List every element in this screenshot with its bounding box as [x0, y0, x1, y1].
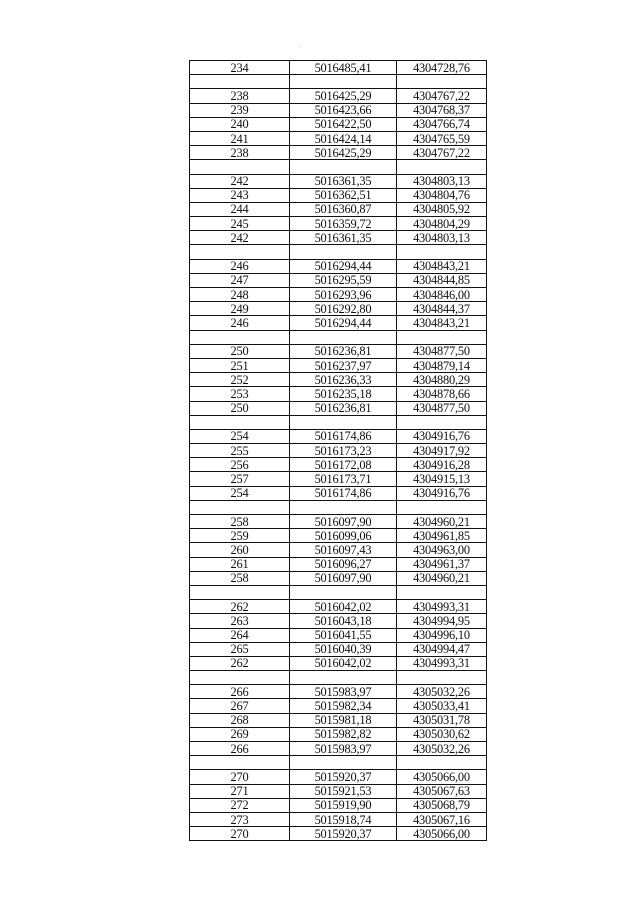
y-coordinate-cell [397, 245, 487, 259]
table-row [190, 798, 487, 812]
x-coordinate-cell: 5015982,34 [290, 699, 397, 713]
y-coordinate-cell: 4304846,00 [397, 288, 487, 302]
table-row [190, 614, 487, 628]
y-coordinate-cell [397, 330, 487, 344]
y-coordinate-cell: 4304877,50 [397, 401, 487, 415]
x-coordinate-cell: 5016362,51 [290, 188, 397, 202]
y-coordinate-cell: 4304804,29 [397, 217, 487, 231]
y-coordinate-cell: 4304916,76 [397, 486, 487, 500]
y-coordinate-cell [397, 75, 487, 89]
x-coordinate-cell: 5016424,14 [290, 131, 397, 145]
y-coordinate-cell: 4305033,41 [397, 699, 487, 713]
separator-row [190, 415, 487, 429]
y-coordinate-cell [397, 160, 487, 174]
table-row [190, 61, 487, 75]
y-coordinate-cell: 4304878,66 [397, 387, 487, 401]
x-coordinate-cell [290, 415, 397, 429]
table-row [190, 302, 487, 316]
separator-row [190, 160, 487, 174]
x-coordinate-cell: 5016423,66 [290, 103, 397, 117]
table-row [190, 742, 487, 756]
y-coordinate-cell: 4304996,10 [397, 628, 487, 642]
point-number-cell: 254 [190, 429, 290, 443]
x-coordinate-cell: 5016361,35 [290, 174, 397, 188]
table-row [190, 103, 487, 117]
x-coordinate-cell [290, 671, 397, 685]
point-number-cell: 266 [190, 742, 290, 756]
point-number-cell [190, 330, 290, 344]
y-coordinate-cell: 4304844,37 [397, 302, 487, 316]
point-number-cell: 256 [190, 458, 290, 472]
table-row [190, 685, 487, 699]
y-coordinate-cell: 4305031,78 [397, 713, 487, 727]
y-coordinate-cell: 4304993,31 [397, 656, 487, 670]
table-row [190, 217, 487, 231]
x-coordinate-cell: 5016235,18 [290, 387, 397, 401]
x-coordinate-cell: 5016295,59 [290, 273, 397, 287]
point-number-cell: 264 [190, 628, 290, 642]
x-coordinate-cell: 5016042,02 [290, 600, 397, 614]
x-coordinate-cell: 5015981,18 [290, 713, 397, 727]
y-coordinate-cell: 4304843,21 [397, 259, 487, 273]
separator-row [190, 671, 487, 685]
x-coordinate-cell: 5016041,55 [290, 628, 397, 642]
x-coordinate-cell [290, 585, 397, 599]
x-coordinate-cell: 5016425,29 [290, 146, 397, 160]
table-row [190, 344, 487, 358]
y-coordinate-cell: 4305067,63 [397, 784, 487, 798]
x-coordinate-cell: 5016293,96 [290, 288, 397, 302]
y-coordinate-cell: 4305066,00 [397, 827, 487, 841]
y-coordinate-cell: 4304803,13 [397, 231, 487, 245]
y-coordinate-cell [397, 415, 487, 429]
table-row [190, 812, 487, 826]
table-row [190, 231, 487, 245]
point-number-cell: 270 [190, 827, 290, 841]
point-number-cell: 245 [190, 217, 290, 231]
point-number-cell: 238 [190, 146, 290, 160]
y-coordinate-cell: 4304767,22 [397, 146, 487, 160]
y-coordinate-cell: 4304916,76 [397, 429, 487, 443]
point-number-cell: 253 [190, 387, 290, 401]
x-coordinate-cell: 5015921,53 [290, 784, 397, 798]
y-coordinate-cell: 4304765,59 [397, 131, 487, 145]
separator-row [190, 500, 487, 514]
table-row [190, 259, 487, 273]
x-coordinate-cell: 5016236,33 [290, 373, 397, 387]
point-number-cell [190, 160, 290, 174]
point-number-cell [190, 500, 290, 514]
table-row [190, 146, 487, 160]
x-coordinate-cell [290, 500, 397, 514]
y-coordinate-cell: 4305066,00 [397, 770, 487, 784]
table-row [190, 557, 487, 571]
table-row [190, 429, 487, 443]
x-coordinate-cell: 5016042,02 [290, 656, 397, 670]
point-number-cell: 263 [190, 614, 290, 628]
y-coordinate-cell: 4304880,29 [397, 373, 487, 387]
y-coordinate-cell: 4304960,21 [397, 515, 487, 529]
point-number-cell: 258 [190, 571, 290, 585]
point-number-cell: 252 [190, 373, 290, 387]
point-number-cell: 254 [190, 486, 290, 500]
y-coordinate-cell: 4304804,76 [397, 188, 487, 202]
y-coordinate-cell: 4304768,37 [397, 103, 487, 117]
point-number-cell: 234 [190, 61, 290, 75]
separator-row [190, 75, 487, 89]
y-coordinate-cell: 4304728,76 [397, 61, 487, 75]
x-coordinate-cell: 5015982,82 [290, 727, 397, 741]
x-coordinate-cell: 5015919,90 [290, 798, 397, 812]
x-coordinate-cell: 5016099,06 [290, 529, 397, 543]
y-coordinate-cell: 4305030,62 [397, 727, 487, 741]
table-row [190, 174, 487, 188]
table-row [190, 401, 487, 415]
y-coordinate-cell: 4304960,21 [397, 571, 487, 585]
table-row [190, 117, 487, 131]
table-row [190, 571, 487, 585]
point-number-cell: 241 [190, 131, 290, 145]
table-row [190, 458, 487, 472]
point-number-cell [190, 756, 290, 770]
point-number-cell: 258 [190, 515, 290, 529]
x-coordinate-cell: 5016043,18 [290, 614, 397, 628]
y-coordinate-cell [397, 671, 487, 685]
x-coordinate-cell: 5016174,86 [290, 429, 397, 443]
point-number-cell: 269 [190, 727, 290, 741]
y-coordinate-cell: 4304844,85 [397, 273, 487, 287]
separator-row [190, 330, 487, 344]
table-row [190, 642, 487, 656]
point-number-cell [190, 75, 290, 89]
x-coordinate-cell [290, 245, 397, 259]
point-number-cell: 247 [190, 273, 290, 287]
x-coordinate-cell: 5016361,35 [290, 231, 397, 245]
table-row [190, 316, 487, 330]
x-coordinate-cell: 5016097,90 [290, 571, 397, 585]
table-row [190, 273, 487, 287]
point-number-cell: 250 [190, 344, 290, 358]
table-row [190, 472, 487, 486]
y-coordinate-cell: 4304994,47 [397, 642, 487, 656]
x-coordinate-cell: 5015983,97 [290, 742, 397, 756]
point-number-cell: 248 [190, 288, 290, 302]
x-coordinate-cell [290, 75, 397, 89]
x-coordinate-cell: 5015918,74 [290, 812, 397, 826]
table-body [190, 61, 487, 841]
point-number-cell: 255 [190, 444, 290, 458]
x-coordinate-cell: 5016097,43 [290, 543, 397, 557]
point-number-cell: 242 [190, 174, 290, 188]
point-number-cell: 262 [190, 656, 290, 670]
y-coordinate-cell: 4304994,95 [397, 614, 487, 628]
y-coordinate-cell: 4304879,14 [397, 358, 487, 372]
point-number-cell: 250 [190, 401, 290, 415]
y-coordinate-cell: 4304993,31 [397, 600, 487, 614]
x-coordinate-cell: 5016096,27 [290, 557, 397, 571]
table-row [190, 770, 487, 784]
x-coordinate-cell: 5016040,39 [290, 642, 397, 656]
x-coordinate-cell: 5016294,44 [290, 259, 397, 273]
table-row [190, 713, 487, 727]
table-row [190, 202, 487, 216]
table-row [190, 288, 487, 302]
point-number-cell: 262 [190, 600, 290, 614]
point-number-cell: 246 [190, 259, 290, 273]
point-number-cell [190, 585, 290, 599]
point-number-cell [190, 671, 290, 685]
point-number-cell: 267 [190, 699, 290, 713]
separator-row [190, 756, 487, 770]
y-coordinate-cell [397, 585, 487, 599]
point-number-cell: 259 [190, 529, 290, 543]
x-coordinate-cell: 5016237,97 [290, 358, 397, 372]
y-coordinate-cell: 4305067,16 [397, 812, 487, 826]
y-coordinate-cell: 4305068,79 [397, 798, 487, 812]
x-coordinate-cell: 5016172,08 [290, 458, 397, 472]
point-number-cell: 266 [190, 685, 290, 699]
point-number-cell: 251 [190, 358, 290, 372]
scan-speck [300, 46, 301, 47]
point-number-cell: 265 [190, 642, 290, 656]
y-coordinate-cell: 4304917,92 [397, 444, 487, 458]
point-number-cell: 249 [190, 302, 290, 316]
y-coordinate-cell [397, 756, 487, 770]
y-coordinate-cell: 4304767,22 [397, 89, 487, 103]
table-row [190, 89, 487, 103]
table-row [190, 358, 487, 372]
table-row [190, 529, 487, 543]
x-coordinate-cell: 5016359,72 [290, 217, 397, 231]
x-coordinate-cell: 5016292,80 [290, 302, 397, 316]
x-coordinate-cell: 5016294,44 [290, 316, 397, 330]
table-row [190, 600, 487, 614]
table-row [190, 486, 487, 500]
y-coordinate-cell: 4305032,26 [397, 742, 487, 756]
point-number-cell: 257 [190, 472, 290, 486]
separator-row [190, 585, 487, 599]
y-coordinate-cell: 4304805,92 [397, 202, 487, 216]
table-row [190, 827, 487, 841]
x-coordinate-cell [290, 160, 397, 174]
x-coordinate-cell: 5015920,37 [290, 827, 397, 841]
table-row [190, 543, 487, 557]
point-number-cell: 273 [190, 812, 290, 826]
point-number-cell: 242 [190, 231, 290, 245]
x-coordinate-cell [290, 330, 397, 344]
point-number-cell: 261 [190, 557, 290, 571]
point-number-cell: 239 [190, 103, 290, 117]
point-number-cell: 243 [190, 188, 290, 202]
y-coordinate-cell: 4304963,00 [397, 543, 487, 557]
point-number-cell [190, 415, 290, 429]
y-coordinate-cell: 4304843,21 [397, 316, 487, 330]
x-coordinate-cell: 5016236,81 [290, 401, 397, 415]
point-number-cell: 271 [190, 784, 290, 798]
table-row [190, 784, 487, 798]
y-coordinate-cell: 4304961,85 [397, 529, 487, 543]
point-number-cell [190, 245, 290, 259]
table-row [190, 188, 487, 202]
point-number-cell: 246 [190, 316, 290, 330]
table-row [190, 387, 487, 401]
coordinates-table [189, 60, 487, 841]
y-coordinate-cell: 4304766,74 [397, 117, 487, 131]
point-number-cell: 270 [190, 770, 290, 784]
x-coordinate-cell: 5015983,97 [290, 685, 397, 699]
table-row [190, 515, 487, 529]
x-coordinate-cell: 5016425,29 [290, 89, 397, 103]
table-row [190, 373, 487, 387]
point-number-cell: 240 [190, 117, 290, 131]
x-coordinate-cell: 5016173,71 [290, 472, 397, 486]
table-row [190, 131, 487, 145]
y-coordinate-cell [397, 500, 487, 514]
point-number-cell: 244 [190, 202, 290, 216]
y-coordinate-cell: 4304915,13 [397, 472, 487, 486]
x-coordinate-cell: 5016174,86 [290, 486, 397, 500]
table-row [190, 444, 487, 458]
x-coordinate-cell: 5016360,87 [290, 202, 397, 216]
y-coordinate-cell: 4305032,26 [397, 685, 487, 699]
table-row [190, 699, 487, 713]
table-row [190, 727, 487, 741]
point-number-cell: 272 [190, 798, 290, 812]
x-coordinate-cell: 5016485,41 [290, 61, 397, 75]
y-coordinate-cell: 4304877,50 [397, 344, 487, 358]
table-row [190, 628, 487, 642]
separator-row [190, 245, 487, 259]
x-coordinate-cell: 5016236,81 [290, 344, 397, 358]
y-coordinate-cell: 4304916,28 [397, 458, 487, 472]
x-coordinate-cell: 5016097,90 [290, 515, 397, 529]
x-coordinate-cell: 5015920,37 [290, 770, 397, 784]
x-coordinate-cell: 5016173,23 [290, 444, 397, 458]
point-number-cell: 238 [190, 89, 290, 103]
y-coordinate-cell: 4304961,37 [397, 557, 487, 571]
x-coordinate-cell: 5016422,50 [290, 117, 397, 131]
point-number-cell: 260 [190, 543, 290, 557]
y-coordinate-cell: 4304803,13 [397, 174, 487, 188]
table-row [190, 656, 487, 670]
point-number-cell: 268 [190, 713, 290, 727]
x-coordinate-cell [290, 756, 397, 770]
